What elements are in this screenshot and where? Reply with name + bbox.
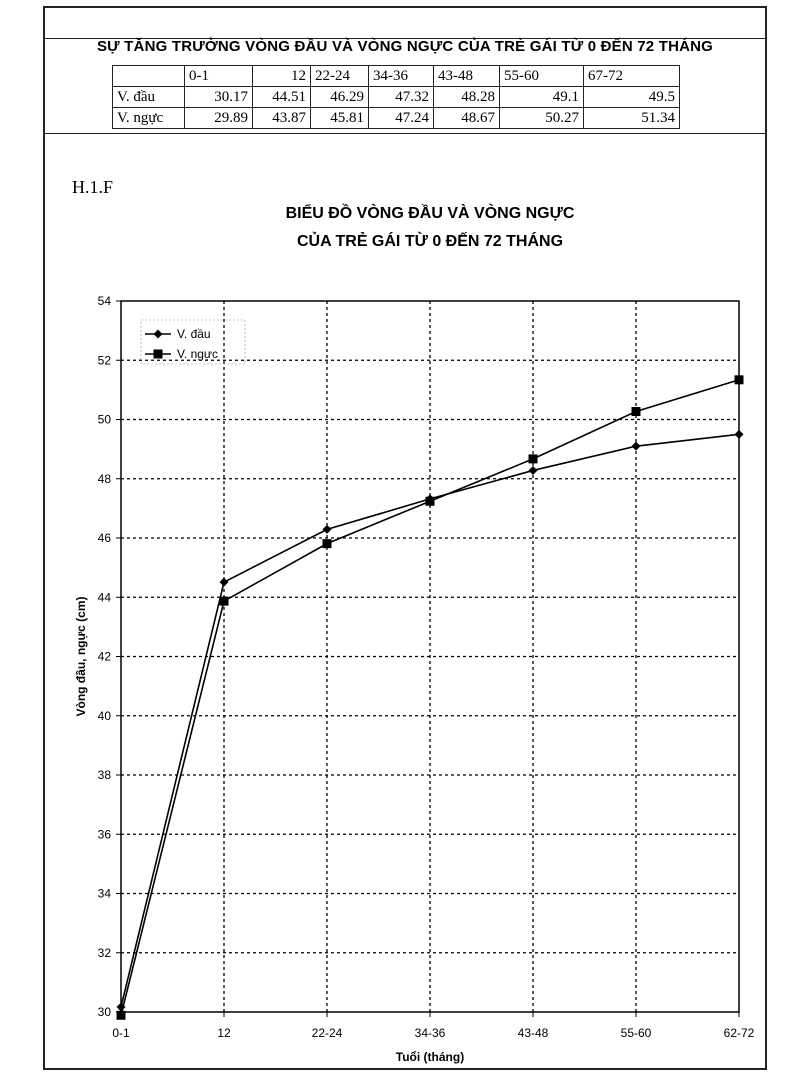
x-tick-label: 43-48: [517, 1026, 549, 1040]
table-header-cell: 34-36: [369, 66, 434, 87]
y-tick-label: 44: [97, 590, 111, 605]
x-tick-label: 62-72: [723, 1026, 755, 1040]
table-title: SỰ TĂNG TRƯỞNG VÒNG ĐẦU VÀ VÒNG NGỰC CỦA TRẺ GÁI TỪ 0 ĐẾN 72 THÁNG: [96, 38, 714, 55]
data-point: [117, 1011, 126, 1020]
row-label: V. ngực: [113, 108, 185, 129]
table-cell: 47.32: [369, 87, 434, 108]
table-cell: 46.29: [311, 87, 369, 108]
chart-title: BIỂU ĐỒ VÒNG ĐẦU VÀ VÒNG NGỰC: [285, 205, 575, 222]
table-cell: 48.28: [434, 87, 500, 108]
y-tick-label: 34: [97, 886, 111, 901]
table-cell: 49.1: [500, 87, 584, 108]
figure-label: H.1.F: [72, 177, 114, 197]
y-tick-label: 54: [97, 294, 111, 308]
y-axis-label: Vòng đầu, ngực (cm): [74, 596, 88, 717]
y-tick-label: 42: [97, 649, 111, 664]
table-cell: 47.24: [369, 108, 434, 129]
table-cell: 44.51: [253, 87, 311, 108]
table-cell: 51.34: [584, 108, 680, 129]
data-point: [529, 466, 538, 475]
data-point: [323, 525, 332, 534]
table-header-cell: 55-60: [500, 66, 584, 87]
data-point: [529, 454, 538, 463]
data-point: [735, 375, 744, 384]
table-cell: 29.89: [185, 108, 253, 129]
y-tick-label: 48: [97, 471, 111, 486]
table-header-cell: 0-1: [185, 66, 253, 87]
y-tick-label: 50: [97, 412, 111, 427]
table-cell: 49.5: [584, 87, 680, 108]
y-tick-label: 36: [97, 827, 111, 842]
table-cell: 45.81: [311, 108, 369, 129]
legend-label: V. ngực: [177, 347, 218, 361]
y-tick-label: 38: [97, 768, 111, 782]
x-tick-label: 55-60: [620, 1026, 652, 1040]
table-cell: 48.67: [434, 108, 500, 129]
x-axis-label: Tuổi (tháng): [395, 1050, 465, 1064]
x-tick-label: 0-1: [112, 1026, 130, 1040]
table-header-cell: 22-24: [311, 66, 369, 87]
y-tick-label: 40: [97, 708, 111, 723]
chart-subtitle: CỦA TRẺ GÁI TỪ 0 ĐẾN 72 THÁNG: [296, 233, 564, 250]
x-tick-label: 34-36: [414, 1026, 446, 1040]
table-header-cell: 12: [253, 66, 311, 87]
y-tick-label: 30: [97, 1005, 111, 1019]
y-tick-label: 32: [97, 945, 111, 960]
x-tick-label: 12: [217, 1026, 231, 1040]
row-label: V. đầu: [113, 87, 185, 108]
y-tick-label: 52: [97, 353, 111, 368]
data-point: [323, 539, 332, 548]
table-cell: 50.27: [500, 108, 584, 129]
legend-marker: [154, 350, 163, 359]
legend-label: V. đầu: [177, 327, 211, 341]
y-tick-label: 46: [97, 531, 111, 545]
data-point: [735, 430, 744, 439]
legend-marker: [154, 330, 163, 339]
table-header-cell: 43-48: [434, 66, 500, 87]
data-point: [632, 407, 641, 416]
table-cell: 43.87: [253, 108, 311, 129]
data-point: [220, 597, 229, 606]
x-tick-label: 22-24: [311, 1026, 343, 1040]
data-point: [220, 578, 229, 587]
data-point: [426, 497, 435, 506]
table-cell: 30.17: [185, 87, 253, 108]
data-point: [632, 442, 641, 451]
table-header-cell: 67-72: [584, 66, 680, 87]
